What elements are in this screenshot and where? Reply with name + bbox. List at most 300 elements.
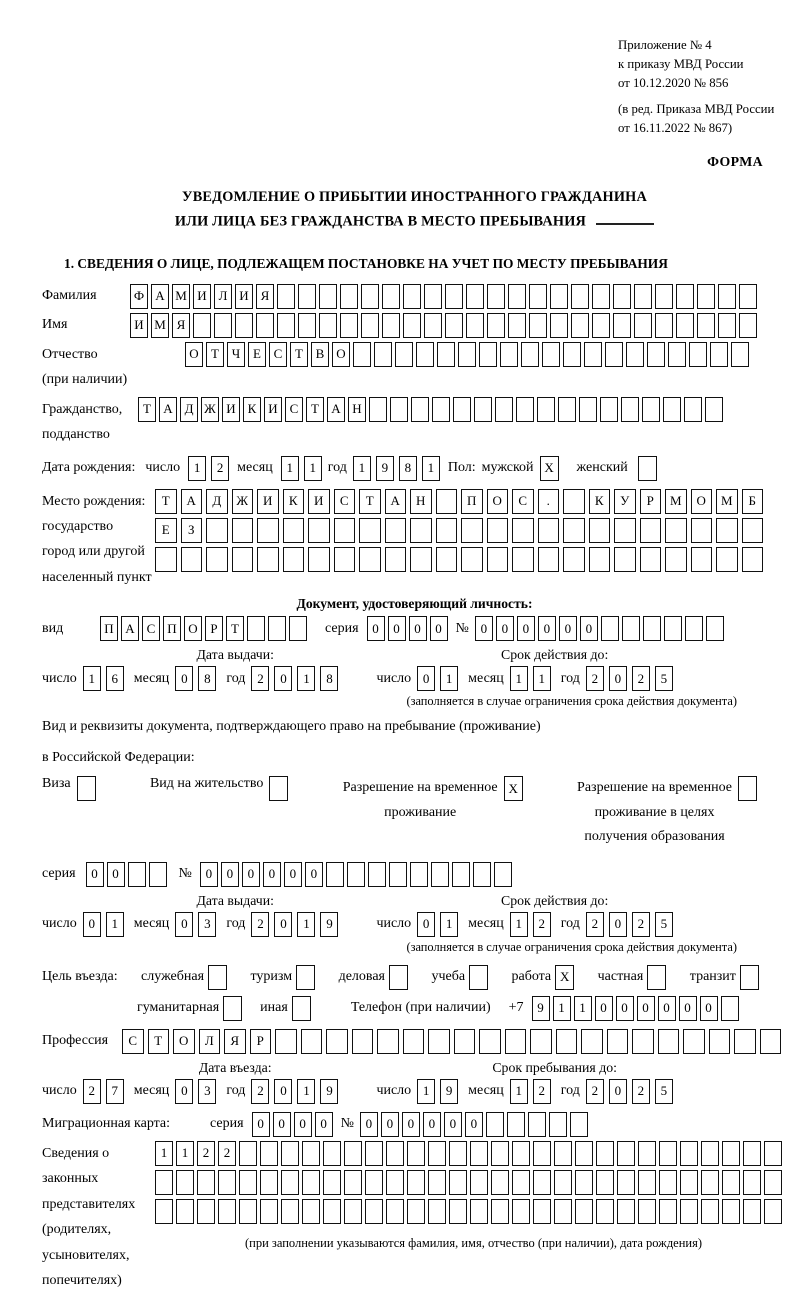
char-cell[interactable] (659, 1199, 677, 1224)
char-cell[interactable]: Ж (201, 397, 219, 422)
char-cell[interactable] (449, 1170, 467, 1195)
char-cell[interactable]: 1 (106, 912, 124, 937)
char-cell[interactable] (528, 1112, 546, 1137)
char-cell[interactable] (407, 1170, 425, 1195)
char-cell[interactable] (613, 313, 631, 338)
char-cell[interactable]: 2 (632, 666, 650, 691)
char-cell[interactable] (386, 1141, 404, 1166)
char-cell[interactable]: 1 (422, 456, 440, 481)
char-cell[interactable]: А (385, 489, 407, 514)
char-cell[interactable] (575, 1141, 593, 1166)
char-cell[interactable] (538, 547, 560, 572)
char-cell[interactable]: 0 (430, 616, 448, 641)
char-cell[interactable]: 0 (595, 996, 613, 1021)
char-cell[interactable] (214, 313, 232, 338)
char-cell[interactable]: Д (206, 489, 228, 514)
char-cell[interactable]: 2 (251, 666, 269, 691)
char-cell[interactable]: М (172, 284, 190, 309)
char-cell[interactable]: 6 (106, 666, 124, 691)
char-cell[interactable] (722, 1170, 740, 1195)
char-cell[interactable] (659, 1141, 677, 1166)
char-cell[interactable]: 0 (274, 1079, 292, 1104)
char-cell[interactable] (428, 1029, 450, 1054)
char-cell[interactable] (326, 1029, 348, 1054)
char-cell[interactable] (155, 547, 177, 572)
char-cell[interactable] (382, 313, 400, 338)
char-cell[interactable] (281, 1141, 299, 1166)
char-cell[interactable]: 3 (198, 912, 216, 937)
char-cell[interactable]: О (332, 342, 350, 367)
char-cell[interactable]: 1 (353, 456, 371, 481)
char-cell[interactable]: 0 (388, 616, 406, 641)
char-cell[interactable]: 1 (304, 456, 322, 481)
char-cell[interactable]: 3 (198, 1079, 216, 1104)
char-cell[interactable]: И (257, 489, 279, 514)
char-cell[interactable] (621, 397, 639, 422)
char-cell[interactable] (411, 397, 429, 422)
char-cell[interactable] (197, 1199, 215, 1224)
char-cell[interactable]: И (235, 284, 253, 309)
char-cell[interactable] (323, 1199, 341, 1224)
char-cell[interactable]: 0 (107, 862, 125, 887)
char-cell[interactable] (389, 862, 407, 887)
char-cell[interactable]: 0 (465, 1112, 483, 1137)
char-cell[interactable]: Т (148, 1029, 170, 1054)
char-cell[interactable]: 0 (263, 862, 281, 887)
char-cell[interactable]: С (512, 489, 534, 514)
char-cell[interactable] (617, 1170, 635, 1195)
char-cell[interactable] (680, 1141, 698, 1166)
char-cell[interactable] (554, 1199, 572, 1224)
char-cell[interactable]: П (100, 616, 118, 641)
char-cell[interactable]: 0 (409, 616, 427, 641)
char-cell[interactable] (470, 1170, 488, 1195)
checkbox-cell[interactable] (389, 965, 408, 990)
char-cell[interactable] (722, 1141, 740, 1166)
char-cell[interactable] (691, 518, 713, 543)
char-cell[interactable] (542, 342, 560, 367)
char-cell[interactable] (507, 1112, 525, 1137)
char-cell[interactable] (529, 284, 547, 309)
char-cell[interactable]: 9 (440, 1079, 458, 1104)
char-cell[interactable] (369, 397, 387, 422)
char-cell[interactable] (470, 1141, 488, 1166)
char-cell[interactable]: М (716, 489, 738, 514)
char-cell[interactable] (361, 313, 379, 338)
char-cell[interactable]: П (163, 616, 181, 641)
char-cell[interactable]: 8 (198, 666, 216, 691)
char-cell[interactable] (516, 397, 534, 422)
char-cell[interactable] (549, 1112, 567, 1137)
char-cell[interactable] (701, 1199, 719, 1224)
char-cell[interactable] (647, 342, 665, 367)
char-cell[interactable] (550, 313, 568, 338)
char-cell[interactable]: 0 (580, 616, 598, 641)
char-cell[interactable] (344, 1170, 362, 1195)
char-cell[interactable] (592, 313, 610, 338)
char-cell[interactable]: Н (348, 397, 366, 422)
char-cell[interactable] (344, 1141, 362, 1166)
char-cell[interactable] (323, 1141, 341, 1166)
char-cell[interactable]: 0 (538, 616, 556, 641)
char-cell[interactable]: О (173, 1029, 195, 1054)
char-cell[interactable]: 1 (510, 666, 528, 691)
char-cell[interactable] (596, 1199, 614, 1224)
char-cell[interactable] (731, 342, 749, 367)
char-cell[interactable] (592, 284, 610, 309)
char-cell[interactable]: 9 (320, 912, 338, 937)
char-cell[interactable] (181, 547, 203, 572)
char-cell[interactable] (257, 518, 279, 543)
char-cell[interactable] (659, 1170, 677, 1195)
char-cell[interactable] (474, 397, 492, 422)
char-cell[interactable] (709, 1029, 731, 1054)
char-cell[interactable]: 0 (616, 996, 634, 1021)
char-cell[interactable] (479, 342, 497, 367)
char-cell[interactable]: 2 (632, 912, 650, 937)
char-cell[interactable] (365, 1170, 383, 1195)
char-cell[interactable]: Т (138, 397, 156, 422)
char-cell[interactable] (428, 1170, 446, 1195)
char-cell[interactable] (617, 1199, 635, 1224)
char-cell[interactable] (680, 1170, 698, 1195)
char-cell[interactable] (239, 1199, 257, 1224)
char-cell[interactable]: Т (306, 397, 324, 422)
char-cell[interactable]: 2 (586, 912, 604, 937)
title-blank-underline[interactable] (596, 210, 654, 226)
char-cell[interactable]: 9 (376, 456, 394, 481)
char-cell[interactable]: Л (214, 284, 232, 309)
char-cell[interactable]: 0 (367, 616, 385, 641)
char-cell[interactable] (283, 518, 305, 543)
char-cell[interactable]: 0 (294, 1112, 312, 1137)
char-cell[interactable]: Т (206, 342, 224, 367)
checkbox-cell[interactable] (269, 776, 288, 801)
char-cell[interactable] (530, 1029, 552, 1054)
char-cell[interactable] (571, 313, 589, 338)
char-cell[interactable]: 5 (655, 912, 673, 937)
char-cell[interactable] (445, 313, 463, 338)
char-cell[interactable] (760, 1029, 782, 1054)
char-cell[interactable] (368, 862, 386, 887)
char-cell[interactable]: 7 (106, 1079, 124, 1104)
char-cell[interactable]: 0 (273, 1112, 291, 1137)
char-cell[interactable]: И (308, 489, 330, 514)
char-cell[interactable] (407, 1199, 425, 1224)
char-cell[interactable] (734, 1029, 756, 1054)
char-cell[interactable] (508, 284, 526, 309)
char-cell[interactable]: А (181, 489, 203, 514)
char-cell[interactable] (347, 862, 365, 887)
char-cell[interactable] (658, 1029, 680, 1054)
char-cell[interactable] (395, 342, 413, 367)
char-cell[interactable] (512, 518, 534, 543)
char-cell[interactable] (326, 862, 344, 887)
char-cell[interactable]: . (538, 489, 560, 514)
char-cell[interactable] (232, 547, 254, 572)
char-cell[interactable] (512, 547, 534, 572)
char-cell[interactable] (638, 1199, 656, 1224)
char-cell[interactable]: 0 (274, 666, 292, 691)
char-cell[interactable] (436, 547, 458, 572)
char-cell[interactable] (614, 518, 636, 543)
char-cell[interactable] (458, 342, 476, 367)
char-cell[interactable] (487, 313, 505, 338)
char-cell[interactable] (260, 1141, 278, 1166)
char-cell[interactable]: Е (248, 342, 266, 367)
char-cell[interactable]: К (589, 489, 611, 514)
char-cell[interactable]: Т (155, 489, 177, 514)
char-cell[interactable] (487, 518, 509, 543)
char-cell[interactable] (403, 284, 421, 309)
char-cell[interactable] (614, 547, 636, 572)
char-cell[interactable]: Р (205, 616, 223, 641)
char-cell[interactable]: Т (290, 342, 308, 367)
checkbox-cell[interactable] (296, 965, 315, 990)
char-cell[interactable] (353, 342, 371, 367)
char-cell[interactable] (365, 1141, 383, 1166)
char-cell[interactable]: Т (226, 616, 244, 641)
char-cell[interactable] (589, 547, 611, 572)
char-cell[interactable] (319, 284, 337, 309)
char-cell[interactable]: 1 (176, 1141, 194, 1166)
char-cell[interactable] (607, 1029, 629, 1054)
char-cell[interactable] (563, 342, 581, 367)
char-cell[interactable] (301, 1029, 323, 1054)
char-cell[interactable]: Я (256, 284, 274, 309)
char-cell[interactable] (323, 1170, 341, 1195)
char-cell[interactable] (491, 1199, 509, 1224)
char-cell[interactable] (581, 1029, 603, 1054)
char-cell[interactable]: Л (199, 1029, 221, 1054)
char-cell[interactable]: П (461, 489, 483, 514)
char-cell[interactable]: 2 (632, 1079, 650, 1104)
char-cell[interactable]: 1 (510, 912, 528, 937)
char-cell[interactable] (155, 1170, 173, 1195)
char-cell[interactable]: О (691, 489, 713, 514)
char-cell[interactable]: 2 (197, 1141, 215, 1166)
char-cell[interactable] (385, 518, 407, 543)
char-cell[interactable] (470, 1199, 488, 1224)
char-cell[interactable] (487, 284, 505, 309)
char-cell[interactable] (289, 616, 307, 641)
char-cell[interactable]: 2 (586, 666, 604, 691)
char-cell[interactable] (533, 1199, 551, 1224)
char-cell[interactable]: 1 (440, 912, 458, 937)
char-cell[interactable] (334, 547, 356, 572)
char-cell[interactable] (486, 1112, 504, 1137)
char-cell[interactable]: 0 (444, 1112, 462, 1137)
char-cell[interactable] (193, 313, 211, 338)
char-cell[interactable]: И (264, 397, 282, 422)
char-cell[interactable] (655, 284, 673, 309)
char-cell[interactable] (556, 1029, 578, 1054)
char-cell[interactable] (739, 284, 757, 309)
char-cell[interactable] (596, 1170, 614, 1195)
char-cell[interactable]: С (285, 397, 303, 422)
char-cell[interactable] (257, 547, 279, 572)
char-cell[interactable] (206, 547, 228, 572)
char-cell[interactable] (218, 1170, 236, 1195)
char-cell[interactable]: 2 (533, 1079, 551, 1104)
char-cell[interactable] (260, 1199, 278, 1224)
char-cell[interactable] (742, 518, 764, 543)
char-cell[interactable] (743, 1141, 761, 1166)
char-cell[interactable] (664, 616, 682, 641)
char-cell[interactable]: 1 (297, 1079, 315, 1104)
char-cell[interactable]: О (487, 489, 509, 514)
char-cell[interactable]: 0 (175, 666, 193, 691)
char-cell[interactable]: 2 (83, 1079, 101, 1104)
char-cell[interactable] (689, 342, 707, 367)
char-cell[interactable] (721, 996, 739, 1021)
char-cell[interactable]: К (283, 489, 305, 514)
checkbox-cell[interactable] (647, 965, 666, 990)
char-cell[interactable]: 0 (496, 616, 514, 641)
char-cell[interactable] (386, 1170, 404, 1195)
char-cell[interactable] (491, 1141, 509, 1166)
char-cell[interactable]: 1 (553, 996, 571, 1021)
char-cell[interactable] (359, 518, 381, 543)
char-cell[interactable] (742, 547, 764, 572)
char-cell[interactable] (407, 1141, 425, 1166)
char-cell[interactable] (452, 862, 470, 887)
char-cell[interactable] (410, 862, 428, 887)
char-cell[interactable] (571, 284, 589, 309)
char-cell[interactable] (302, 1199, 320, 1224)
char-cell[interactable] (600, 397, 618, 422)
char-cell[interactable]: 0 (315, 1112, 333, 1137)
char-cell[interactable]: 1 (83, 666, 101, 691)
char-cell[interactable] (453, 397, 471, 422)
char-cell[interactable] (684, 397, 702, 422)
checkbox-cell[interactable]: X (504, 776, 523, 801)
char-cell[interactable]: 2 (218, 1141, 236, 1166)
char-cell[interactable]: Р (250, 1029, 272, 1054)
char-cell[interactable] (437, 342, 455, 367)
checkbox-cell[interactable] (223, 996, 242, 1021)
char-cell[interactable] (275, 1029, 297, 1054)
char-cell[interactable] (533, 1141, 551, 1166)
checkbox-cell[interactable] (469, 965, 488, 990)
char-cell[interactable] (176, 1170, 194, 1195)
char-cell[interactable] (575, 1199, 593, 1224)
char-cell[interactable] (428, 1199, 446, 1224)
char-cell[interactable]: А (151, 284, 169, 309)
char-cell[interactable] (508, 313, 526, 338)
char-cell[interactable] (268, 616, 286, 641)
char-cell[interactable] (449, 1141, 467, 1166)
char-cell[interactable]: 0 (402, 1112, 420, 1137)
char-cell[interactable] (500, 342, 518, 367)
char-cell[interactable] (634, 284, 652, 309)
char-cell[interactable] (449, 1199, 467, 1224)
char-cell[interactable] (176, 1199, 194, 1224)
char-cell[interactable]: И (193, 284, 211, 309)
char-cell[interactable]: Н (410, 489, 432, 514)
char-cell[interactable]: 0 (475, 616, 493, 641)
char-cell[interactable] (359, 547, 381, 572)
checkbox-cell[interactable] (638, 456, 657, 481)
char-cell[interactable]: 0 (609, 1079, 627, 1104)
char-cell[interactable]: 0 (252, 1112, 270, 1137)
char-cell[interactable]: З (181, 518, 203, 543)
char-cell[interactable]: 9 (320, 1079, 338, 1104)
char-cell[interactable]: И (130, 313, 148, 338)
char-cell[interactable]: 0 (274, 912, 292, 937)
char-cell[interactable] (206, 518, 228, 543)
char-cell[interactable] (281, 1170, 299, 1195)
char-cell[interactable]: 0 (360, 1112, 378, 1137)
char-cell[interactable]: 2 (586, 1079, 604, 1104)
char-cell[interactable] (643, 616, 661, 641)
char-cell[interactable]: 2 (533, 912, 551, 937)
char-cell[interactable]: 0 (609, 666, 627, 691)
char-cell[interactable]: 0 (679, 996, 697, 1021)
char-cell[interactable] (344, 1199, 362, 1224)
char-cell[interactable] (461, 547, 483, 572)
char-cell[interactable] (308, 547, 330, 572)
char-cell[interactable] (382, 284, 400, 309)
char-cell[interactable] (570, 1112, 588, 1137)
char-cell[interactable] (277, 313, 295, 338)
char-cell[interactable] (764, 1170, 782, 1195)
char-cell[interactable] (691, 547, 713, 572)
char-cell[interactable]: 0 (658, 996, 676, 1021)
char-cell[interactable] (361, 284, 379, 309)
char-cell[interactable] (538, 518, 560, 543)
char-cell[interactable] (385, 547, 407, 572)
char-cell[interactable]: 1 (574, 996, 592, 1021)
char-cell[interactable] (365, 1199, 383, 1224)
char-cell[interactable]: М (151, 313, 169, 338)
char-cell[interactable]: 1 (297, 666, 315, 691)
char-cell[interactable] (308, 518, 330, 543)
char-cell[interactable]: 0 (200, 862, 218, 887)
char-cell[interactable] (218, 1199, 236, 1224)
checkbox-cell[interactable] (740, 965, 759, 990)
char-cell[interactable] (622, 616, 640, 641)
char-cell[interactable]: 0 (175, 1079, 193, 1104)
char-cell[interactable] (617, 1141, 635, 1166)
char-cell[interactable]: 0 (700, 996, 718, 1021)
char-cell[interactable] (466, 313, 484, 338)
char-cell[interactable] (638, 1141, 656, 1166)
char-cell[interactable] (247, 616, 265, 641)
char-cell[interactable]: 8 (320, 666, 338, 691)
char-cell[interactable]: С (269, 342, 287, 367)
char-cell[interactable] (764, 1141, 782, 1166)
char-cell[interactable] (298, 313, 316, 338)
char-cell[interactable] (722, 1199, 740, 1224)
char-cell[interactable]: 1 (440, 666, 458, 691)
char-cell[interactable]: Е (155, 518, 177, 543)
char-cell[interactable] (410, 518, 432, 543)
char-cell[interactable]: Б (742, 489, 764, 514)
char-cell[interactable] (697, 284, 715, 309)
char-cell[interactable] (584, 342, 602, 367)
char-cell[interactable] (640, 518, 662, 543)
char-cell[interactable] (642, 397, 660, 422)
char-cell[interactable]: Я (224, 1029, 246, 1054)
char-cell[interactable] (710, 342, 728, 367)
char-cell[interactable]: 1 (417, 1079, 435, 1104)
char-cell[interactable]: 1 (297, 912, 315, 937)
char-cell[interactable] (235, 313, 253, 338)
char-cell[interactable] (764, 1199, 782, 1224)
char-cell[interactable] (512, 1170, 530, 1195)
char-cell[interactable] (563, 547, 585, 572)
